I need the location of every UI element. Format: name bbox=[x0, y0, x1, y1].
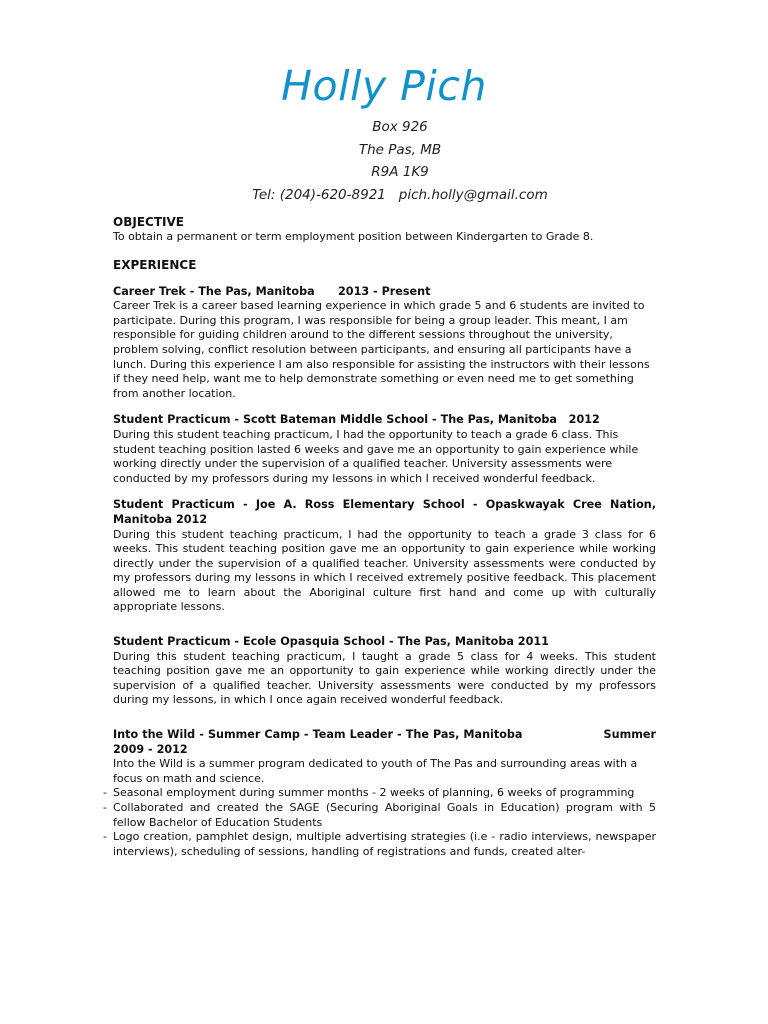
list-item bbox=[103, 801, 656, 830]
list-item bbox=[103, 786, 656, 801]
job-title: Student Practicum - Joe A. Ross Elementary School - Opaskwayak Cree Nation, Manitoba 2012 bbox=[113, 498, 656, 526]
job-entry bbox=[113, 498, 656, 615]
bullet-text: Seasonal employment during summer months - 2 weeks of planning, 6 weeks of programming bbox=[113, 786, 635, 800]
bullet-dash: - bbox=[103, 801, 107, 814]
job-bullet-list bbox=[103, 786, 656, 859]
address-line-3: R9A 1K9 bbox=[371, 164, 429, 180]
experience-section bbox=[103, 257, 660, 860]
bullet-text: Logo creation, pamphlet design, multiple advertising strategies (i.e - radio interviews, newspaper interviews), scheduling of sessions, handling of registrations and funds, created alter- bbox=[113, 830, 656, 858]
job-entry bbox=[113, 635, 656, 708]
objective-section bbox=[113, 214, 656, 245]
contact-line: Tel: (204)-620-8921 pich.holly@gmail.com bbox=[252, 186, 548, 203]
experience-heading: EXPERIENCE bbox=[113, 257, 197, 272]
address-line-1: Box 926 bbox=[372, 119, 428, 135]
bullet-dash: - bbox=[103, 830, 107, 844]
objective-text: To obtain a permanent or term employment position between Kindergarten to Grade 8. bbox=[113, 230, 594, 243]
objective-heading: OBJECTIVE bbox=[113, 215, 184, 229]
bullet-text: Collaborated and created the SAGE (Securing Aboriginal Goals in Education) program with 5 fellow Bachelor of Education Students bbox=[113, 801, 656, 829]
job-description: During this student teaching practicum, I taught a grade 5 class for 4 weeks. This student teaching position gave me an opportunity to gain experience while working directly under the supervision of a qualified teacher. University assessments were conducted by my professors during my lessons, in which I once again received wonderful feedback. bbox=[113, 649, 656, 707]
job-entry bbox=[113, 285, 656, 402]
bullet-dash: - bbox=[103, 786, 107, 800]
resume-content bbox=[103, 214, 660, 859]
job-description: During this student teaching practicum, I had the opportunity to teach a grade 3 class for 6 weeks. This student teaching position gave me an opportunity to gain experience while working directly under the supervision of a qualified teacher. University assessments were conducted by my professors during my lessons in which I received extremely positive feedback. This placement allowed me to learn about the Aboriginal culture first hand and come up with culturally appropriate lessons. bbox=[113, 527, 656, 614]
contact-block bbox=[0, 116, 768, 206]
resume-name: Holly Pich bbox=[281, 62, 487, 110]
job-entry bbox=[113, 413, 656, 486]
job-entry bbox=[103, 728, 660, 859]
job-title: Career Trek - The Pas, Manitoba 2013 - Present bbox=[113, 284, 431, 298]
job-description: During this student teaching practicum, I had the opportunity to teach a grade 6 class. This student teaching position lasted 6 weeks and gave me an opportunity to gain experience while working directly under the supervision of a qualified teacher. University assessments were conducted by my professors during my lessons in which I received wonderful feedback. bbox=[113, 427, 639, 485]
address-line-2: The Pas, MB bbox=[358, 141, 442, 158]
list-item bbox=[103, 830, 656, 859]
job-title: Into the Wild - Summer Camp - Team Leader - The Pas, Manitoba Summer 2009 - 2012 bbox=[113, 728, 660, 756]
job-title: Student Practicum - Ecole Opasquia School - The Pas, Manitoba 2011 bbox=[113, 635, 549, 649]
job-description: Into the Wild is a summer program dedicated to youth of The Pas and surrounding areas with a focus on math and science. bbox=[113, 757, 638, 785]
job-title: Student Practicum - Scott Bateman Middle School - The Pas, Manitoba 2012 bbox=[113, 413, 600, 427]
job-description: Career Trek is a career based learning experience in which grade 5 and 6 students are invited to participate. During this program, I was responsible for being a group leader. This meant, I am responsible for guiding children around to the different sessions throughout the university, problem solving, conflict resolution between participants, and ensuring all participants have a lunch. During this experience I am also responsible for assisting the instructors with their lessons if they need help, want me to help demonstrate something or even need me to get something from another location. bbox=[113, 299, 650, 400]
